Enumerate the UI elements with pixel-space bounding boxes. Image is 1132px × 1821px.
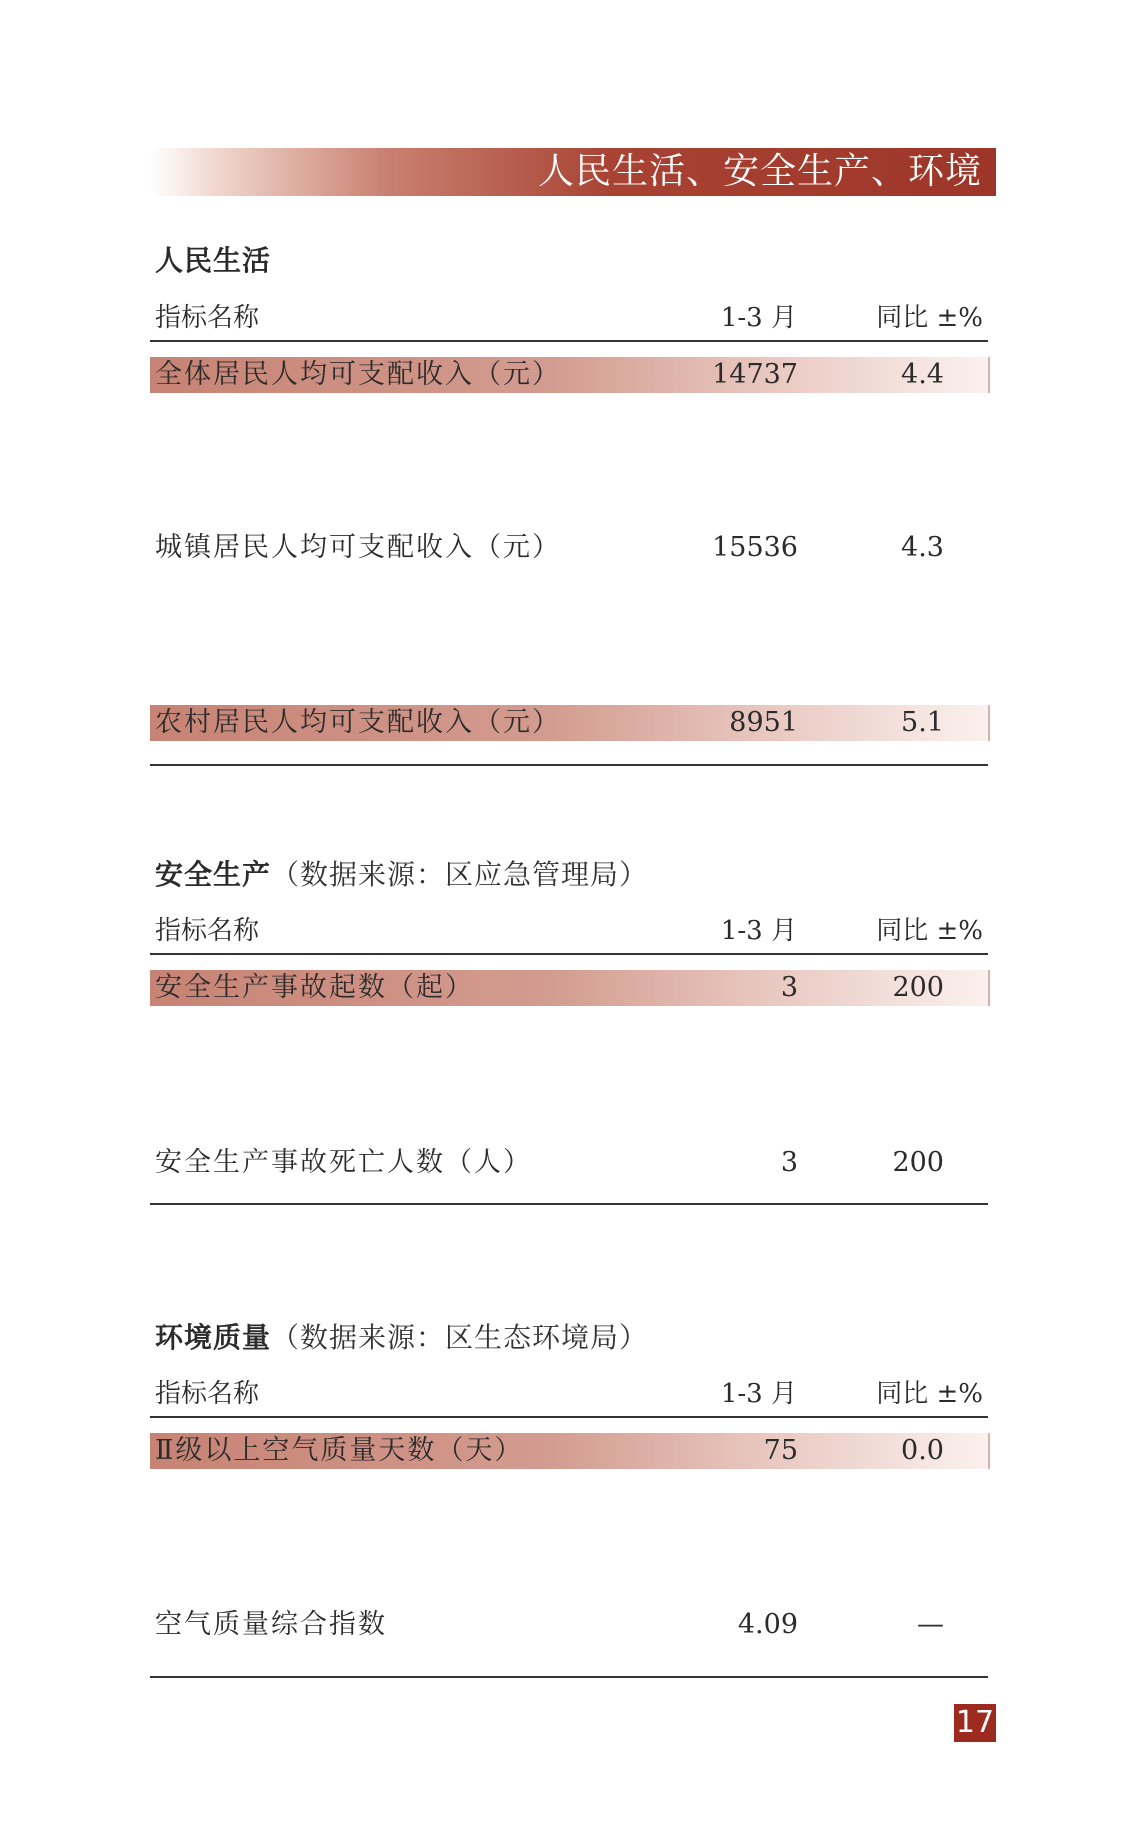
section-title-text: 人民生活 xyxy=(155,244,272,277)
section-title-text: 环境质量 xyxy=(155,1321,272,1354)
row-yoy: 200 xyxy=(892,1147,944,1178)
table-rule xyxy=(150,953,988,955)
row-value: 15536 xyxy=(712,532,798,563)
row-label: 农村居民人均可支配收入（元） xyxy=(155,707,561,738)
header-yoy: 同比 ±% xyxy=(876,303,983,333)
table-row xyxy=(150,970,990,1006)
section-title-text: 安全生产 xyxy=(155,858,272,891)
table-row xyxy=(150,705,990,741)
section-title-livelihood xyxy=(155,243,271,279)
row-label: 空气质量综合指数 xyxy=(155,1609,387,1640)
table-rule xyxy=(150,764,988,766)
section-source: （数据来源：区应急管理局） xyxy=(271,858,649,891)
row-yoy: 4.4 xyxy=(901,359,944,390)
header-yoy: 同比 ±% xyxy=(876,916,983,946)
table-rule xyxy=(150,340,988,342)
table-header xyxy=(155,1376,987,1412)
header-indicator-name: 指标名称 xyxy=(155,303,260,333)
table-rule xyxy=(150,1416,988,1418)
row-label: 全体居民人均可支配收入（元） xyxy=(155,359,561,390)
section-banner xyxy=(150,148,996,196)
row-yoy: 5.1 xyxy=(901,707,944,738)
table-row xyxy=(150,1607,988,1643)
row-yoy: 200 xyxy=(892,972,944,1003)
row-value: 3 xyxy=(780,972,798,1003)
header-indicator-name: 指标名称 xyxy=(155,916,260,946)
table-header xyxy=(155,913,987,949)
row-label: 安全生产事故起数（起） xyxy=(155,972,474,1003)
table-rule xyxy=(150,1676,988,1678)
header-period: 1-3 月 xyxy=(720,916,797,946)
row-value: 8951 xyxy=(729,707,798,738)
table-row xyxy=(150,1433,990,1469)
table-row xyxy=(150,1145,988,1181)
row-label: 安全生产事故死亡人数（人） xyxy=(155,1147,532,1178)
row-label: 城镇居民人均可支配收入（元） xyxy=(155,532,561,563)
section-title-environment xyxy=(155,1320,648,1356)
table-row xyxy=(150,357,990,393)
header-period: 1-3 月 xyxy=(720,303,797,333)
row-value: 4.09 xyxy=(737,1609,798,1640)
row-value: 14737 xyxy=(712,359,798,390)
header-yoy: 同比 ±% xyxy=(876,1379,983,1409)
row-value: 3 xyxy=(780,1147,798,1178)
section-source: （数据来源：区生态环境局） xyxy=(271,1321,649,1354)
header-indicator-name: 指标名称 xyxy=(155,1379,260,1409)
row-value: 75 xyxy=(763,1435,798,1466)
banner-title: 人民生活、安全生产、环境 xyxy=(537,151,982,192)
table-rule xyxy=(150,1203,988,1205)
page-number: 17 xyxy=(955,1705,995,1740)
section-title-safety xyxy=(155,857,648,893)
header-period: 1-3 月 xyxy=(720,1379,797,1409)
row-yoy: 0.0 xyxy=(901,1435,944,1466)
row-yoy: 4.3 xyxy=(901,532,944,563)
row-label: Ⅱ级以上空气质量天数（天） xyxy=(155,1435,524,1466)
row-yoy: — xyxy=(917,1609,944,1640)
table-row xyxy=(150,530,988,566)
table-header xyxy=(155,300,987,336)
